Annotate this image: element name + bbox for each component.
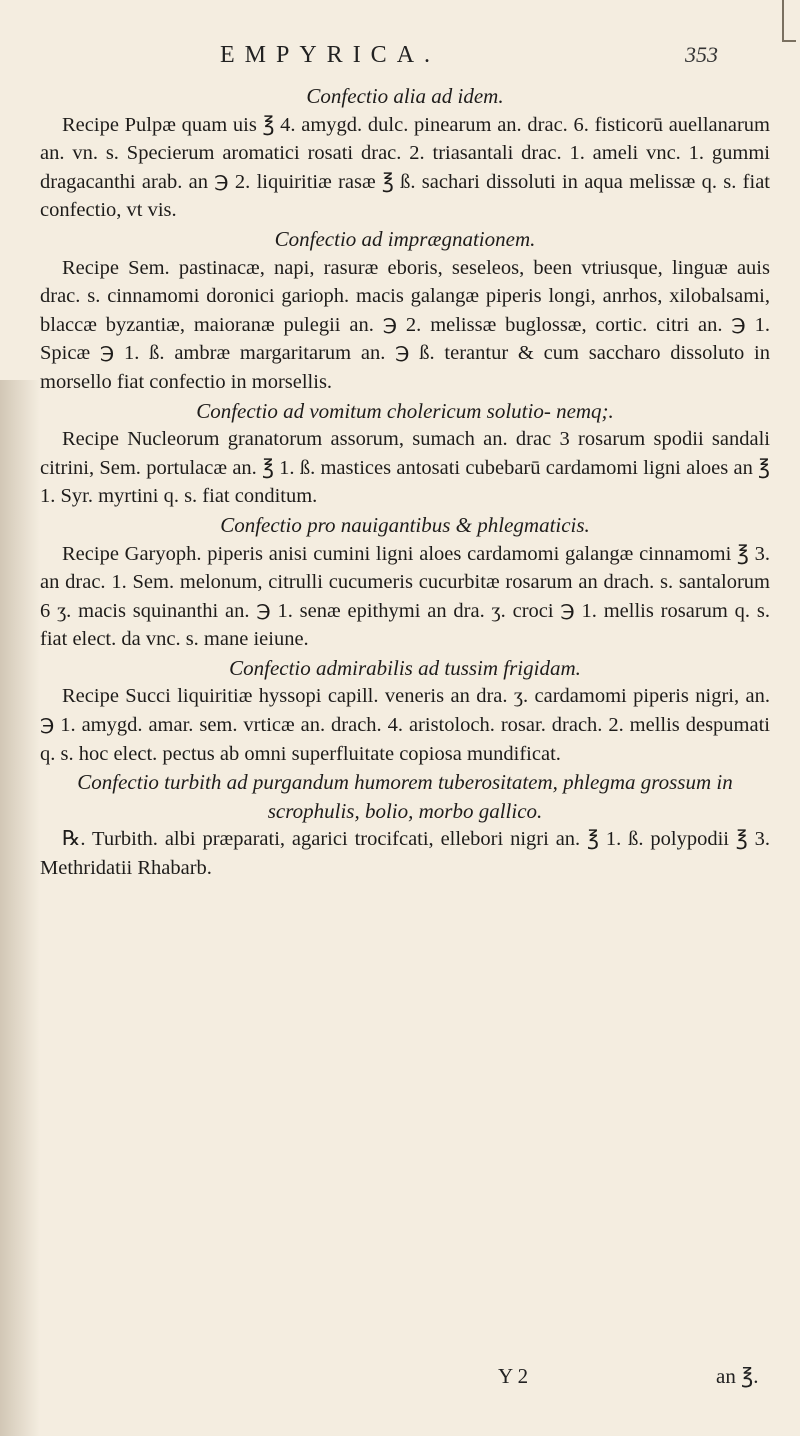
page-body <box>40 82 770 883</box>
section-text: ℞. Turbith. albi præparati, agarici trocifcati, ellebori nigri an. ℥ 1. ß. polypodii ℥ 3. Methridatii Rhabarb. <box>40 828 770 880</box>
catchword: an ℥. <box>716 1364 759 1388</box>
page-header <box>0 32 800 72</box>
page-number: 353 <box>685 42 718 67</box>
section-title: Confectio ad vomitum cholericum solutio- nemq;. <box>196 398 614 423</box>
running-head: EMPYRICA. <box>220 42 441 68</box>
section-text: Recipe Sem. pastinacæ, napi, rasuræ eboris, seseleos, been vtriusque, linguæ auis drac. s. cinnamomi doronici garioph. macis galangæ piperis longi, anrhos, xilobalsami, blaccæ byzantiæ, maioranæ pulegii an. ℈ 2. melissæ buglossæ, cortic. citri an. ℈ 1. Spicæ ℈ 1. ß. ambræ margaritarum an. ℈ ß. terantur & cum saccharo dissoluto in morsello fiat confectio in morsellis. <box>40 256 770 393</box>
section-title: Confectio pro nauigantibus & phlegmaticis. <box>220 512 590 537</box>
section-title: Confectio turbith ad purgandum humorem tuberositatem, phlegma grossum in scrophulis, bolio, morbo gallico. <box>77 770 733 823</box>
section-text: Recipe Garyoph. piperis anisi cumini ligni aloes cardamomi galangæ cinnamomi ℥ 3. an drac. 1. Sem. melonum, citrulli cucumeris cucurbitæ rosarum an drach. s. santalorum 6 ʒ. macis squinanthi an. ℈ 1. senæ epithymi an dra. ʒ. croci ℈ 1. mellis rosarum q. s. fiat elect. da vnc. s. mane ieiune. <box>40 542 770 651</box>
page-footer <box>0 1364 800 1394</box>
section-title: Confectio ad imprægnationem. <box>274 226 536 251</box>
section-title: Confectio admirabilis ad tussim frigidam. <box>229 655 581 680</box>
page-edge-shadow <box>0 380 40 1436</box>
section-text: Recipe Pulpæ quam uis ℥ 4. amygd. dulc. pinearum an. drac. 6. fisticorū auellanarum an. vn. s. Specierum aromatici rosati drac. 2. triasantali drac. 1. ameli vnc. 1. gummi dragacanthi arab. an ℈ 2. liquiritiæ rasæ ℥ ß. sachari dissoluti in aqua melissæ q. s. fiat confectio, vt vis. <box>40 113 770 222</box>
section-text: Recipe Succi liquiritiæ hyssopi capill. veneris an dra. ʒ. cardamomi piperis nigri, an. ℈ 1. amygd. amar. sem. vrticæ an. drach. 4. aristoloch. rosar. drach. 2. mellis despumati q. s. hoc elect. pectus ab omni superfluitate copiosa mundificat. <box>40 685 770 765</box>
section-title: Confectio alia ad idem. <box>306 84 504 108</box>
section-text: Recipe Nucleorum granatorum assorum, sumach an. drac 3 rosarum spodii sandali citrini, Sem. portulacæ an. ℥ 1. ß. mastices antosati cubebarū cardamomi ligni aloes an ℥ 1. Syr. myrtini q. s. fiat conditum. <box>40 428 770 508</box>
signature-mark: Y 2 <box>498 1364 529 1388</box>
